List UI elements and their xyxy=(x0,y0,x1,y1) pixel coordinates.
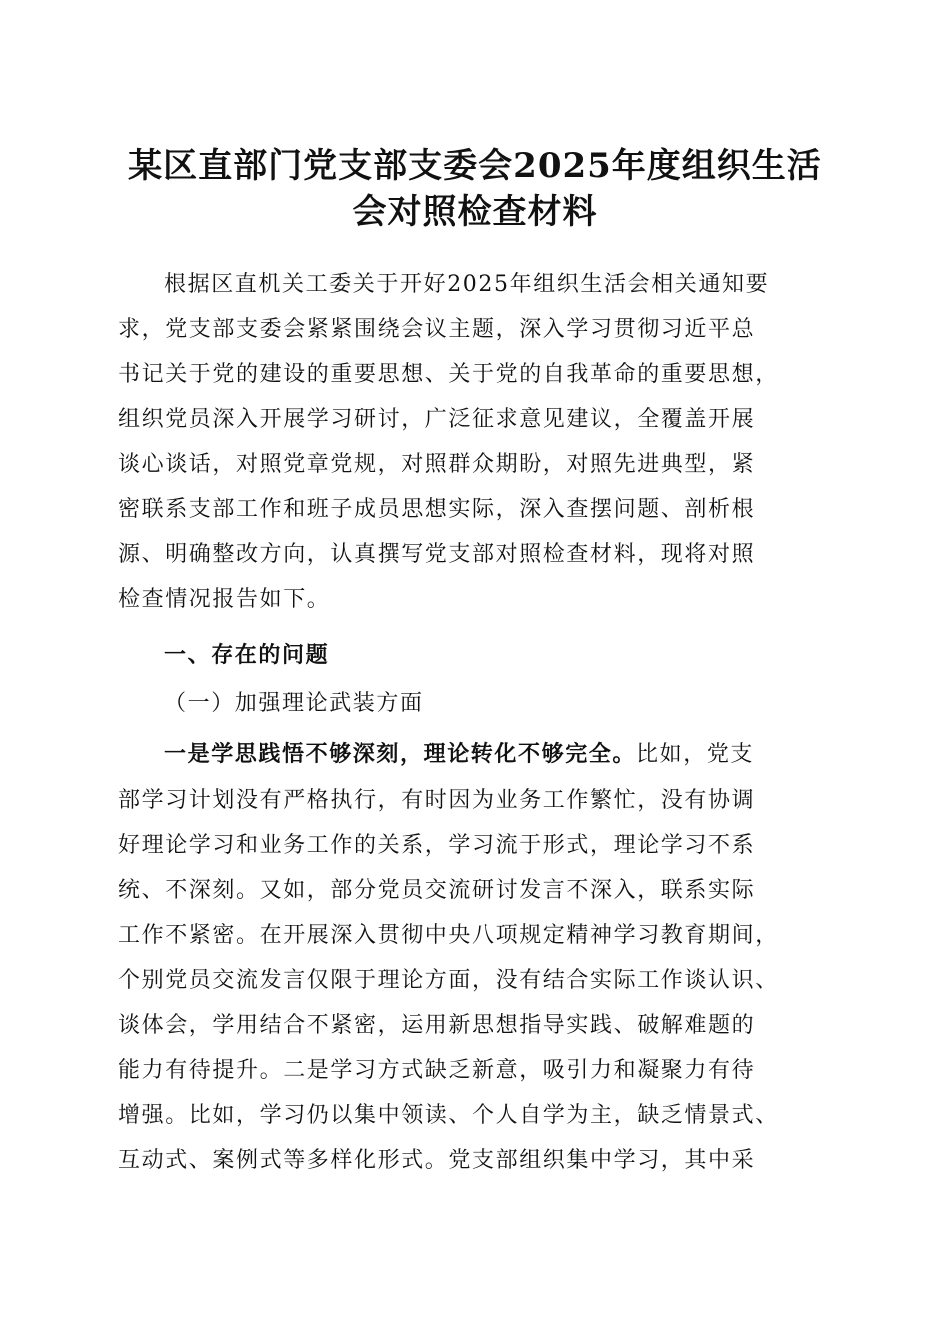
paragraph-line: 源、明确整改方向，认真撰写党支部对照检查材料，现将对照 xyxy=(118,542,756,567)
paragraph-line: 互动式、案例式等多样化形式。党支部组织集中学习，其中采 xyxy=(118,1148,756,1173)
paragraph-line: 统、不深刻。又如，部分党员交流研讨发言不深入，联系实际 xyxy=(118,878,756,903)
subsection-heading: （一）加强理论武装方面 xyxy=(164,691,424,716)
paragraph-line: 密联系支部工作和班子成员思想实际，深入查摆问题、剖析根 xyxy=(118,497,756,522)
paragraph-line xyxy=(164,732,754,777)
paragraph-line: 求，党支部支委会紧紧围绕会议主题，深入学习贯彻习近平总 xyxy=(118,317,756,342)
section-heading: 一、存在的问题 xyxy=(164,643,330,668)
paragraph-line: 根据区直机关工委关于开好2025年组织生活会相关通知要 xyxy=(164,272,770,297)
document-title-line-1: 某区直部门党支部支委会2025年度组织生活 xyxy=(128,146,822,186)
paragraph-line: 书记关于党的建设的重要思想、关于党的自我革命的重要思想， xyxy=(118,362,779,387)
paragraph-line: 工作不紧密。在开展深入贯彻中央八项规定精神学习教育期间， xyxy=(118,923,779,948)
paragraph-line: 部学习计划没有严格执行，有时因为业务工作繁忙，没有协调 xyxy=(118,788,756,813)
document-title-line-2: 会对照检查材料 xyxy=(352,192,598,232)
paragraph-line: 检查情况报告如下。 xyxy=(118,587,331,612)
paragraph-line: 个别党员交流发言仅限于理论方面，没有结合实际工作谈认识、 xyxy=(118,968,779,993)
paragraph-line: 组织党员深入开展学习研讨，广泛征求意见建议，全覆盖开展 xyxy=(118,407,756,432)
paragraph-line: 能力有待提升。二是学习方式缺乏新意，吸引力和凝聚力有待 xyxy=(118,1058,756,1083)
paragraph-line: 谈体会，学用结合不紧密，运用新思想指导实践、破解难题的 xyxy=(118,1013,756,1038)
paragraph-lead-rest: 比如，党支 xyxy=(636,742,755,767)
paragraph-lead: 一是学思践悟不够深刻，理论转化不够完全。 xyxy=(164,741,637,767)
paragraph-line: 谈心谈话，对照党章党规，对照群众期盼，对照先进典型，紧 xyxy=(118,452,756,477)
paragraph-line: 好理论学习和业务工作的关系，学习流于形式，理论学习不系 xyxy=(118,833,756,858)
paragraph-line: 增强。比如，学习仍以集中领读、个人自学为主，缺乏情景式、 xyxy=(118,1103,779,1128)
